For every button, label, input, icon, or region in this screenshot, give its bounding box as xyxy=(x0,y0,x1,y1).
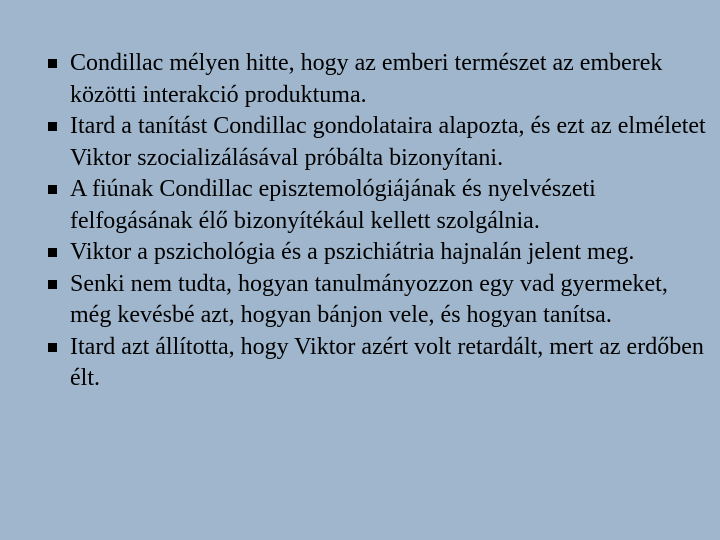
bullet-text: Viktor a pszichológia és a pszichiátria hajnalán jelent meg. xyxy=(70,239,635,265)
square-bullet-icon xyxy=(48,122,57,131)
square-bullet-icon xyxy=(48,185,57,194)
bullet-list xyxy=(48,48,714,395)
square-bullet-icon xyxy=(48,280,57,289)
square-bullet-icon xyxy=(48,248,57,257)
bullet-item-5 xyxy=(48,269,714,332)
bullet-text: A fiúnak Condillac episztemológiájának és nyelvészeti felfogásának élő bizonyítékául kellett szolgálnia. xyxy=(70,176,596,234)
bullet-item-4 xyxy=(48,237,714,269)
bullet-item-1 xyxy=(48,48,714,111)
square-bullet-icon xyxy=(48,343,57,352)
bullet-item-2 xyxy=(48,111,714,174)
square-bullet-icon xyxy=(48,59,57,68)
bullet-text: Condillac mélyen hitte, hogy az emberi természet az emberek közötti interakció produktuma. xyxy=(70,50,663,108)
bullet-item-3 xyxy=(48,174,714,237)
bullet-text: Senki nem tudta, hogyan tanulmányozzon egy vad gyermeket, még kevésbé azt, hogyan bánjon vele, és hogyan tanítsa. xyxy=(70,270,668,328)
bullet-text: Itard azt állította, hogy Viktor azért volt retardált, mert az erdőben élt. xyxy=(70,333,704,391)
bullet-text: Itard a tanítást Condillac gondolataira alapozta, és ezt az elméletet Viktor szocializálásával próbálta bizonyítani. xyxy=(70,113,706,171)
bullet-item-6 xyxy=(48,332,714,395)
